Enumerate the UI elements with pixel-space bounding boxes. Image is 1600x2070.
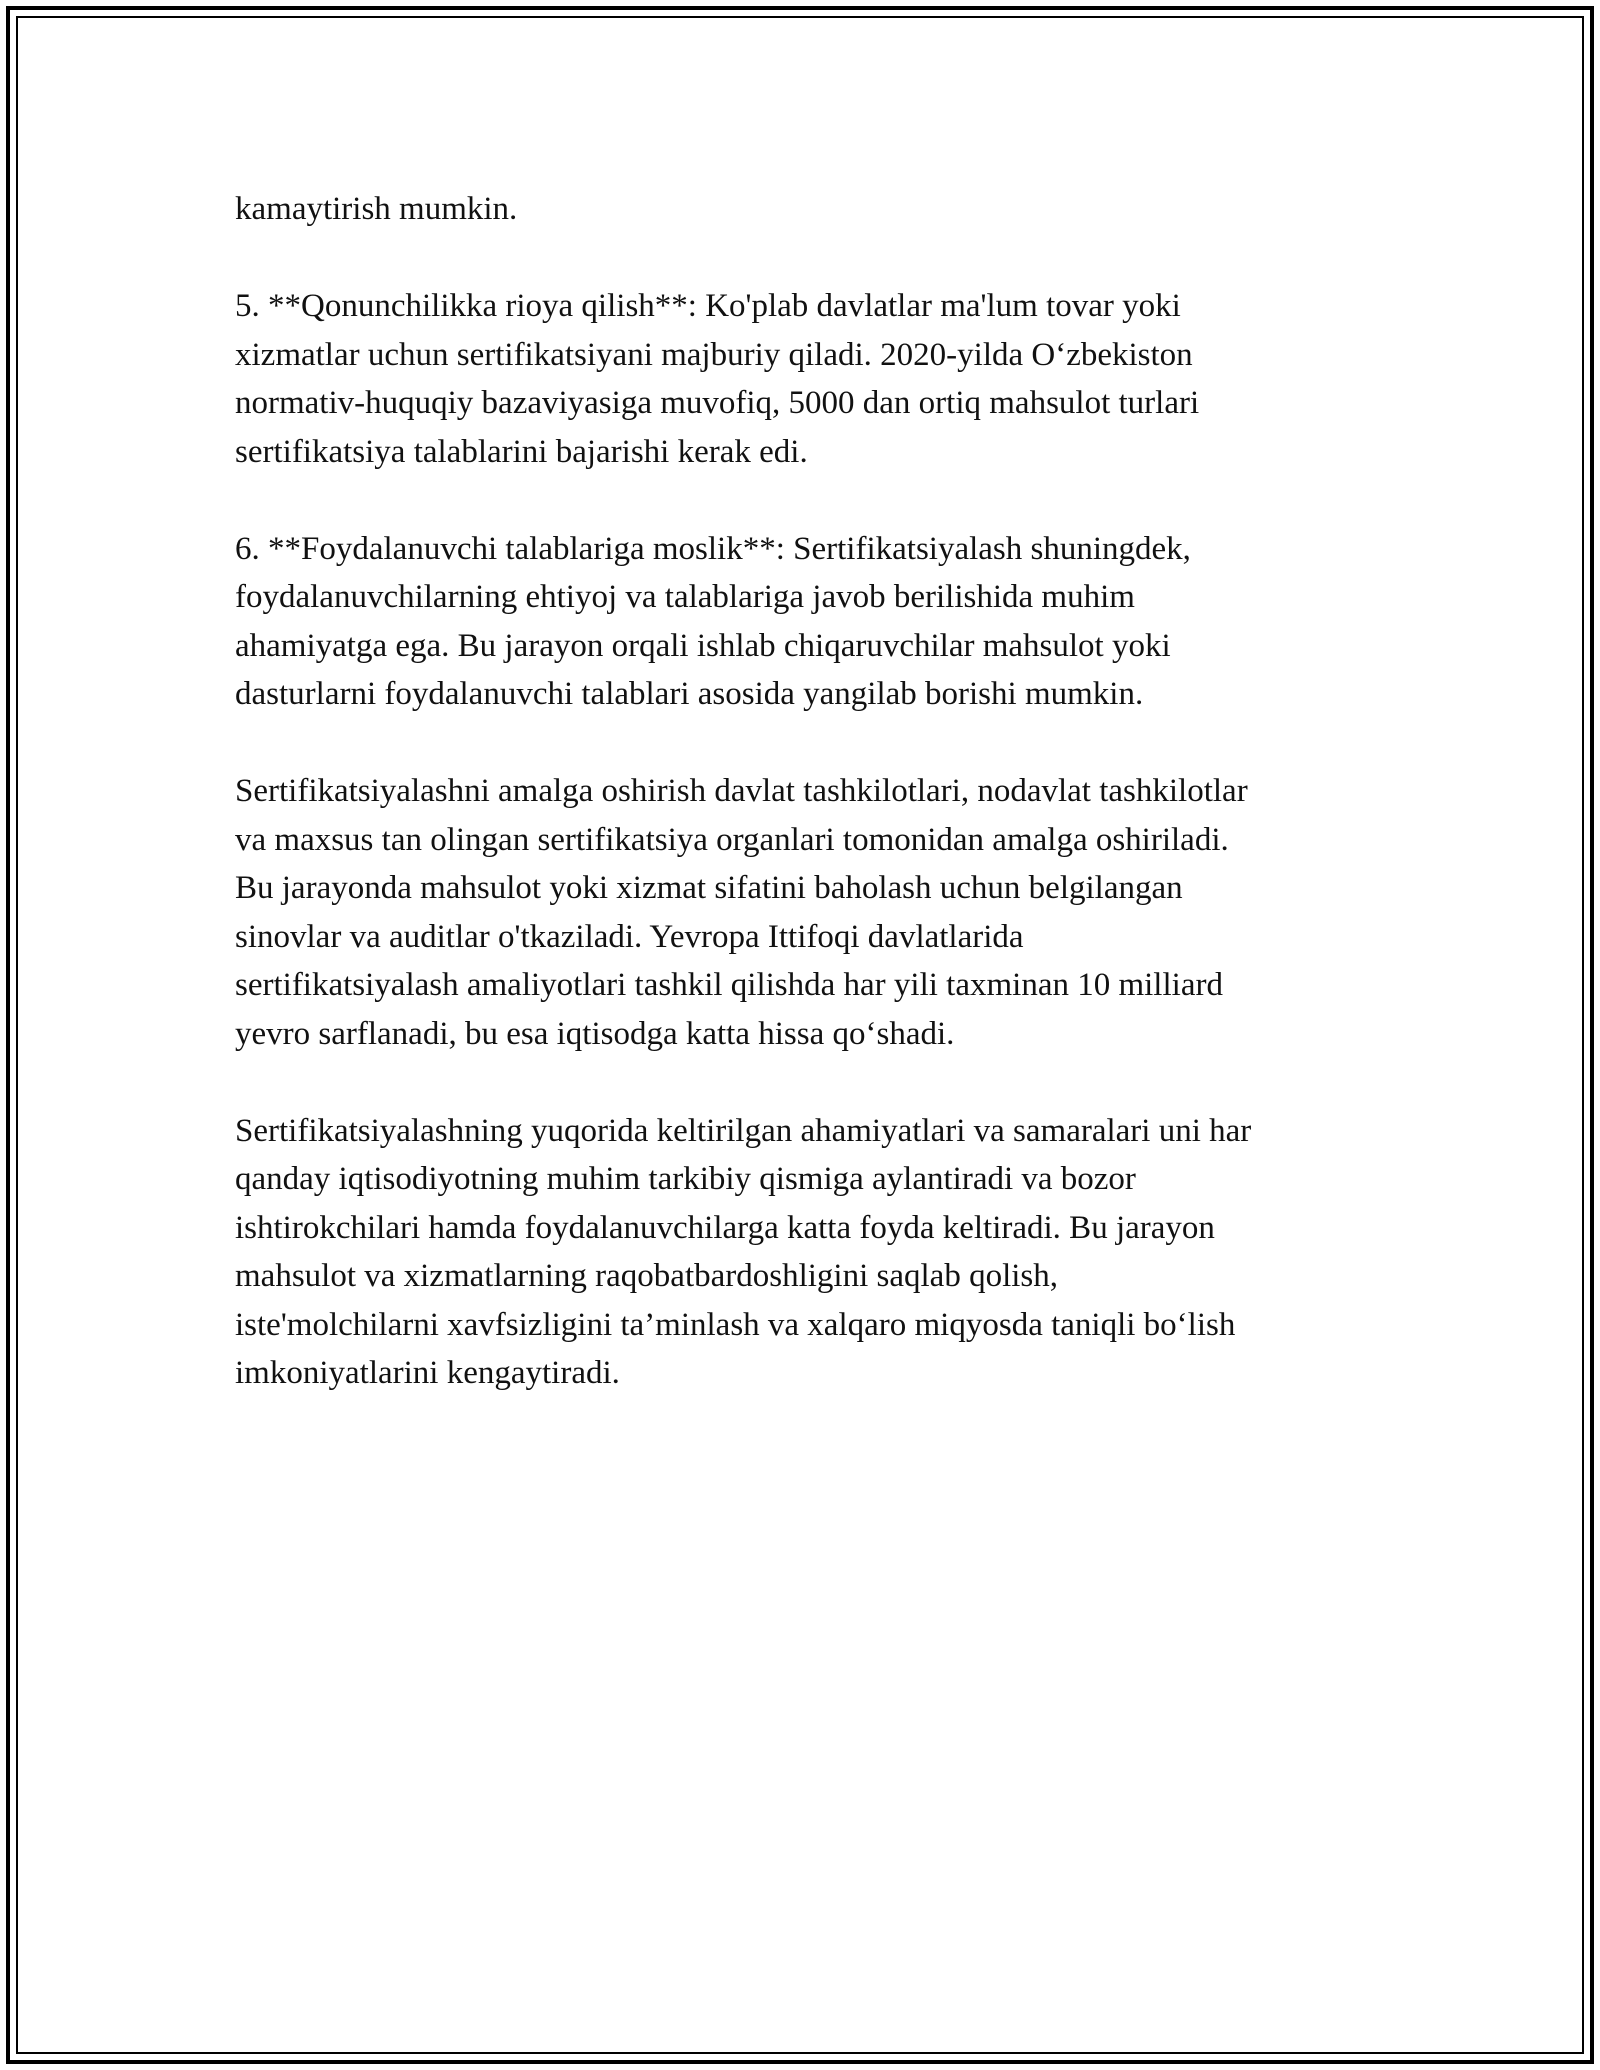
document-body: [235, 185, 1375, 1446]
paragraph-continuation: kamaytirish mumkin.: [235, 191, 518, 227]
paragraph-conclusion: Sertifikatsiyalashning yuqorida keltirilgan ahamiyatlari va samaralari uni har qanday iqtisodiyotning muhim tarkibiy qismiga aylantiradi va bozor ishtirokchilari hamda foydalanuvchilarga katta foyda keltiradi. Bu jarayon mahsulot va xizmatlarning raqobatbardoshligini saqlab qolish, iste'molchilarni xavfsizligini ta’minlash va xalqaro miqyosda taniqli bo‘lish imkoniyatlarini kengaytiradi.: [235, 1112, 1252, 1391]
paragraph-item-6: 6. **Foydalanuvchi talablariga moslik**: Sertifikatsiyalash shuningdek, foydalanuvchilarning ehtiyoj va talablariga javob berilishida muhim ahamiyatga ega. Bu jarayon orqali ishlab chiqaruvchilar mahsulot yoki dasturlarni foydalanuvchi talablari asosida yangilab borishi mumkin.: [235, 530, 1191, 712]
paragraph-implementation: Sertifikatsiyalashni amalga oshirish davlat tashkilotlari, nodavlat tashkilotlar va maxsus tan olingan sertifikatsiya organlari tomonidan amalga oshiriladi. Bu jarayonda mahsulot yoki xizmat sifatini baholash uchun belgilangan sinovlar va auditlar o'tkaziladi. Yevropa Ittifoqi davlatlarida sertifikatsiyalash amaliyotlari tashkil qilishda har yili taxminan 10 milliard yevro sarflanadi, bu esa iqtisodga katta hissa qo‘shadi.: [235, 773, 1248, 1052]
paragraph-item-5: 5. **Qonunchilikka rioya qilish**: Ko'plab davlatlar ma'lum tovar yoki xizmatlar uchun sertifikatsiyani majburiy qiladi. 2020-yilda O‘zbekiston normativ-huquqiy bazaviyasiga muvofiq, 5000 dan ortiq mahsulot turlari sertifikatsiya talablarini bajarishi kerak edi.: [235, 288, 1200, 470]
